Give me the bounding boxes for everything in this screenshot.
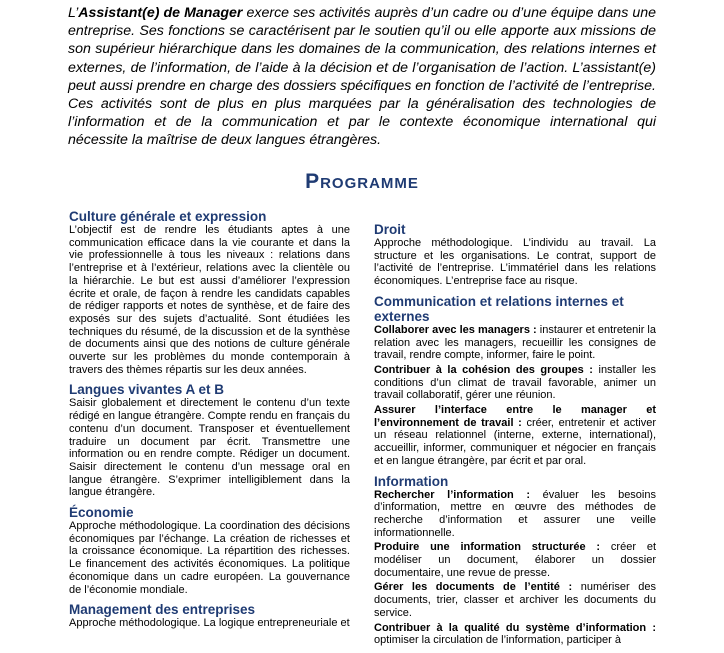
item-label: Rechercher l’information : bbox=[374, 488, 531, 501]
left-column bbox=[69, 209, 350, 636]
section-text: Approche méthodologique. La logique entrepreneuriale et bbox=[69, 617, 350, 630]
section-culture bbox=[69, 209, 350, 376]
intro-text: exerce ses activités auprès d’un cadre ou d’une équipe dans une entreprise. Ses fonctions se caractérisent par le soutien qu’il ou elle apporte aux missions de son supérieur hiérarchique dans les domaines de la communication, des relations internes et externes, de l’information, de l’aide à la décision et de l’organisation de l’action. L’assistant(e) peut aussi prendre en charge des dossiers spécifiques en fonction de l’activité de l’entreprise. Ces activités sont de plus en plus marquées par la généralisation des technologies de l’information et de la communication et par le contexte économique international qui nécessite la maîtrise de deux langues étrangères. bbox=[68, 5, 656, 149]
item-text: numériser des documents, trier, classer et archiver les documents du service. bbox=[374, 581, 656, 619]
item-text: créer et modéliser un document, élaborer un dossier documentaire, une revue de presse. bbox=[374, 541, 656, 579]
list-item bbox=[374, 324, 656, 362]
item-label: Contribuer à la cohésion des groupes : bbox=[374, 363, 593, 376]
list-item bbox=[374, 364, 656, 402]
intro-prefix: L’ bbox=[68, 5, 79, 21]
section-title: Management des entreprises bbox=[69, 602, 256, 618]
programme-heading bbox=[0, 170, 724, 194]
section-text: Approche méthodologique. L’individu au travail. La structure et les organisations. Le contrat, support de l’activité de l’entreprise. L’immatériel dans les relations économiques. L’entreprise face au risque. bbox=[374, 237, 656, 288]
item-text: installer les conditions d’un climat de travail favorable, animer un travail collaboratif, gérer une réunion. bbox=[374, 363, 656, 402]
section-title: Droit bbox=[374, 222, 406, 237]
item-label: Produire une information structurée : bbox=[374, 541, 601, 554]
intro-paragraph bbox=[68, 4, 656, 150]
list-item bbox=[374, 622, 656, 647]
section-text: Saisir globalement et directement le contenu d’un texte rédigé en langue étrangère. Compte rendu en français du contenu d’un document. Transposer et éventuellement traduire un document par écrit. Transmettre une information ou en rendre compte. Rédiger un document. Saisir directement le contenu d’un message oral en langue étrangère. S’exprimer intelligiblement dans la langue étrangère. bbox=[69, 397, 350, 499]
list-item bbox=[374, 581, 656, 619]
item-label: Assurer l’interface entre le manager et l’environnement de travail : bbox=[374, 404, 656, 429]
list-item bbox=[374, 404, 656, 468]
section-title: Information bbox=[374, 473, 449, 489]
section-title: Économie bbox=[69, 505, 134, 521]
programme-rest: ROGRAMME bbox=[320, 175, 419, 192]
section-title: Communication et relations internes et externes bbox=[374, 293, 624, 324]
section-langues bbox=[69, 382, 350, 499]
section-text: Approche méthodologique. La coordination des décisions économiques par l’échange. La création de richesses et la croissance économique. La répartition des richesses. Le financement des activités économiques. La politique économique dans un cadre européen. La gouvernance de l’économie mondiale. bbox=[69, 520, 350, 596]
item-label: Contribuer à la qualité du système d’information : bbox=[374, 621, 656, 634]
right-column bbox=[374, 222, 656, 653]
item-text: optimiser la circulation de l’information, participer à bbox=[374, 634, 621, 647]
item-text: instaurer et entretenir la relation avec les managers, recueillir les consignes de travail, rendre compte, informer, faire le point. bbox=[374, 323, 656, 362]
list-item bbox=[374, 489, 656, 540]
item-label: Collaborer avec les managers : bbox=[374, 323, 537, 336]
section-title: Langues vivantes A et B bbox=[69, 382, 225, 398]
section-information bbox=[374, 474, 656, 647]
intro-bold-term: Assistant(e) de Manager bbox=[78, 5, 243, 21]
programme-first-letter: P bbox=[305, 170, 321, 193]
section-title: Culture générale et expression bbox=[69, 209, 267, 224]
item-text: évaluer les besoins d’information, mettre en œuvre des méthodes de recherche d’information et assurer une veille informationnelle. bbox=[374, 488, 656, 539]
section-text: L’objectif est de rendre les étudiants aptes à une communication efficace dans la vie courante et dans la vie professionnelle à tous les niveaux : relations dans l’entreprise et à l’extérieur, relations avec la clientèle ou la hiérarchie. Le but est aussi d’améliorer l’expression écrite et orale, de façon à rendre les candidats capables de rédiger rapports et notes de synthèse, et de faire des exposés sur des sujets d’actualité. Sont étudiées les techniques du résumé, de la discussion et de la synthèse de documents ainsi que des notions de culture générale ouverte sur les problèmes du monde contemporain à travers des thèmes répartis sur les deux années. bbox=[69, 224, 350, 376]
item-text: créer, entretenir et activer un réseau relationnel (interne, externe, international), accueillir, informer, communiquer et négocier en français et en langue étrangère, par écrit et par oral. bbox=[374, 416, 656, 467]
section-economie bbox=[69, 505, 350, 596]
list-item bbox=[374, 541, 656, 579]
section-communication bbox=[374, 294, 656, 468]
item-label: Gérer les documents de l’entité : bbox=[374, 581, 573, 594]
section-management bbox=[69, 602, 350, 630]
section-droit bbox=[374, 222, 656, 288]
